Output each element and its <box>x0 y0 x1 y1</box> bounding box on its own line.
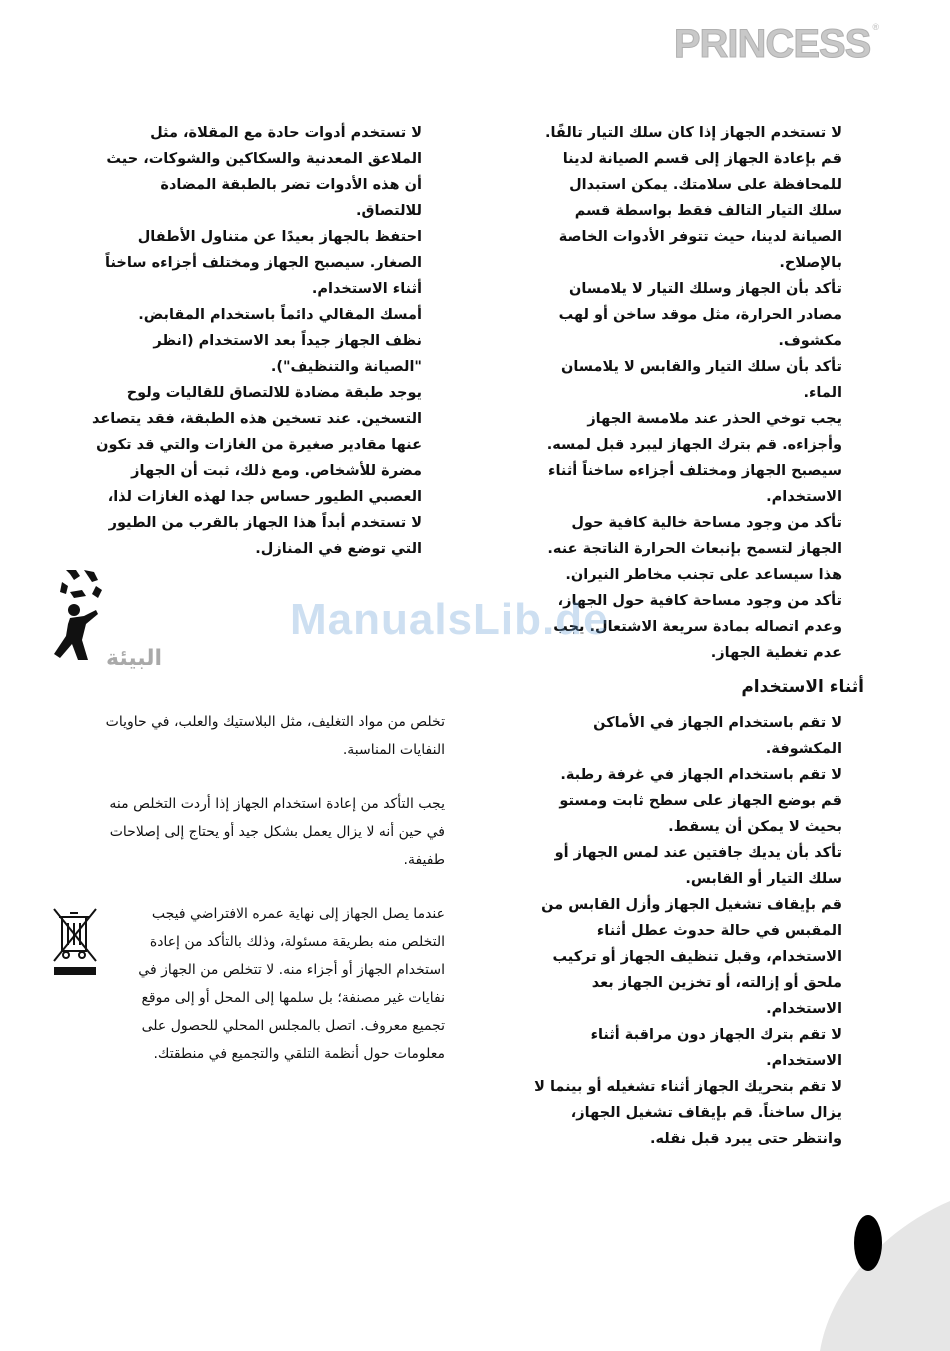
recycle-figure-icon <box>52 566 108 662</box>
brand-name: PRINCESS <box>673 22 871 66</box>
safety-paragraph: احتفظ بالجهاز بعيدًا عن متناول الأطفال الصغار. سيصبح الجهاز ومختلف أجزاءه ساخناً أثناء الاستخدام. <box>105 229 422 297</box>
usage-paragraph: لا تقم باستخدام الجهاز في غرفة رطبة. <box>560 767 842 783</box>
safety-paragraph: تأكد بأن الجهاز وسلك التيار لا يلامسان مصادر الحرارة، مثل موقد ساخن أو لهب مكشوف. <box>558 281 842 349</box>
safety-paragraph: نظف الجهاز جيداً بعد الاستخدام (انظر "الصيانة والتنظيف"). <box>153 333 422 375</box>
usage-paragraph: قم بوضع الجهاز على سطح ثابت ومستو بحيث لا يمكن أن يسقط. <box>559 793 842 835</box>
page-corner-swoosh <box>810 1201 950 1351</box>
safety-paragraph: لا تستخدم الجهاز إذا كان سلك التيار تالفًا. قم بإعادة الجهاز إلى قسم الصيانة لدينا للمحافظة على سلامتك. يمكن استبدال سلك التيار التالف فقط بواسطة قسم الصيانة لدينا، حيث تتوفر الأدوات الخاصة بالإصلاح. <box>544 125 842 271</box>
usage-paragraph: تأكد بأن يديك جافتين عند لمس الجهاز أو سلك التيار أو القابس. <box>554 845 842 887</box>
environment-column <box>105 708 445 1068</box>
safety-paragraph: تأكد من وجود مساحة كافية حول الجهاز، وعدم اتصاله بمادة سريعة الاشتعال. يجب عدم تغطية الجهاز. <box>553 593 842 661</box>
safety-paragraph: يجب توخي الحذر عند ملامسة الجهاز وأجزاءه. قم بترك الجهاز ليبرد قبل لمسه. سيصبح الجهاز ومختلف أجزاءه ساخناً أثناء الاستخدام. <box>546 411 842 505</box>
environment-paragraph: تخلص من مواد التغليف، مثل البلاستيك والعلب، في حاويات النفايات المناسبة. <box>105 714 445 758</box>
crossed-out-bin-icon <box>52 905 100 977</box>
environment-paragraph: يجب التأكد من إعادة استخدام الجهاز إذا أردت التخلص منه في حين أنه لا يزال يعمل بشكل جيد أو يحتاج إلى إصلاحات طفيفة. <box>109 796 445 868</box>
usage-paragraph: لا تقم بترك الجهاز دون مراقبة أثناء الاستخدام. <box>590 1027 842 1069</box>
safety-column-left <box>92 120 422 562</box>
usage-heading: أثناء الاستخدام <box>741 677 864 697</box>
usage-paragraph: لا تقم بتحريك الجهاز أثناء تشغيله أو بينما لا يزال ساخناً. قم بإيقاف تشغيل الجهاز، وانتظر حتى يبرد قبل نقله. <box>534 1079 842 1147</box>
watermark-text: ManualsLib.de <box>290 595 609 644</box>
safety-paragraph: يوجد طبقة مضادة للالتصاق للقاليات ولوح التسخين. عند تسخين هذه الطبقة، فقد يتصاعد عنها مقادير صغيرة من الغازات والتي قد تكون مضرة للأشخاص. ومع ذلك، ثبت أن الجهاز العصبي الطيور حساس جدا لهذه الغازات لذا، لا تستخدم أبداً هذا الجهاز بالقرب من الطيور التي توضع في المنازل. <box>92 385 422 557</box>
trademark-symbol: ® <box>872 22 878 32</box>
safety-paragraph: لا تستخدم أدوات حادة مع المقلاة، مثل الملاعق المعدنية والسكاكين والشوكات، حيث أن هذه الأدوات تضر بالطبقة المضادة للالتصاق. <box>106 125 422 219</box>
environment-heading: البيئة <box>106 646 163 671</box>
safety-paragraph: أمسك المقالي دائماً باستخدام المقابض. <box>138 307 422 323</box>
environment-paragraph: عندما يصل الجهاز إلى نهاية عمره الافتراضي فيجب التخلص منه بطريقة مسئولة، وذلك بالتأكد من إعادة استخدام الجهاز أو أجزاء منه. لا تتخلص من الجهاز في نفايات غير مصنفة؛ بل سلمها إلى المحل أو إلى موقع تجميع معروف. اتصل بالمجلس المحلي للحصول على معلومات حول أنظمة التلقي والتجميع في منطقتك. <box>138 906 445 1062</box>
usage-paragraph: لا تقم باستخدام الجهاز في الأماكن المكشوفة. <box>593 715 842 757</box>
usage-paragraph: قم بإيقاف تشغيل الجهاز وأزل القابس من المقبس في حالة حدوث عطل أثناء الاستخدام، وقبل تنظيف الجهاز أو تركيب ملحق أو إزالته، أو تخزين الجهاز بعد الاستخدام. <box>541 897 842 1017</box>
safety-column-right <box>542 120 842 666</box>
safety-paragraph: تأكد من وجود مساحة خالية كافية حول الجهاز لتسمح بإنبعاث الحرارة الناتجة عنه. هذا سيساعد على تجنب مخاطر النيران. <box>547 515 842 583</box>
brand-logo <box>674 22 878 67</box>
usage-column <box>522 710 842 1152</box>
safety-paragraph: تأكد بأن سلك التيار والقابس لا يلامسان الماء. <box>560 359 842 401</box>
